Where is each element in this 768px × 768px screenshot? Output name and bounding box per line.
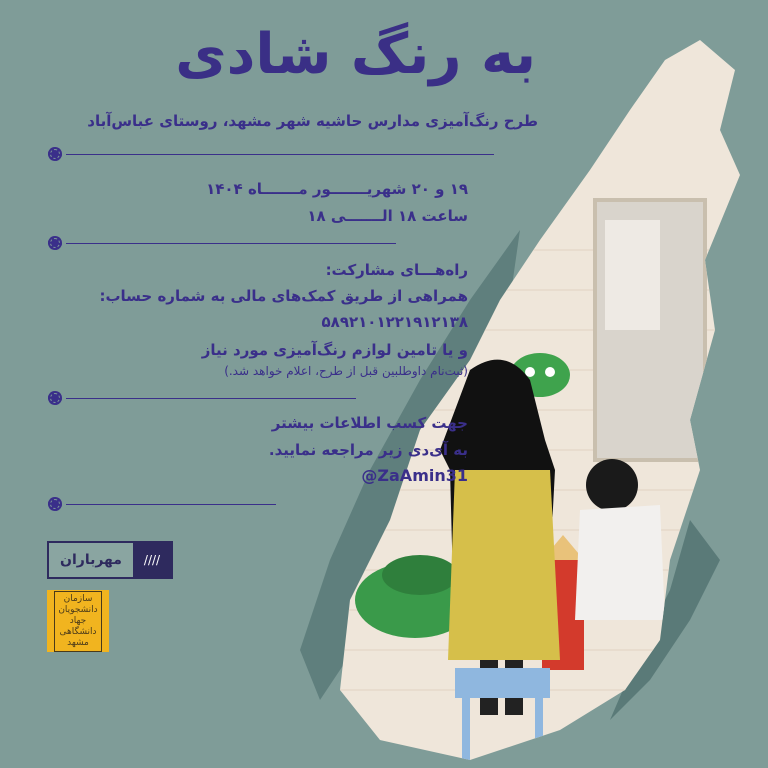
flower-bullet-icon [48, 391, 62, 405]
participation-supplies: و یا تامین لوازم رنگ‌آمیزی مورد نیاز [201, 341, 468, 359]
participation-financial: همراهی از طریق کمک‌های مالی به شماره حساب: [99, 287, 468, 305]
flower-bullet-icon [48, 147, 62, 161]
info-line-1: جهت کسب اطلاعات بیشتر [271, 414, 468, 432]
curtain [605, 220, 660, 330]
flower-bullet-icon [48, 497, 62, 511]
divider [66, 154, 494, 155]
poster-subtitle: طرح رنگ‌آمیزی مدارس حاشیه شهر مشهد، روستای عباس‌آباد [87, 112, 538, 130]
blue-chair [455, 668, 550, 698]
student-org-seal [47, 590, 109, 652]
instagram-handle-link[interactable]: @ZaAmin31 [361, 466, 468, 485]
flower-bullet-icon [48, 236, 62, 250]
mehrbaran-mark-icon: //// [133, 543, 171, 577]
divider [66, 504, 276, 505]
seal-text: سازمان دانشجویان جهاد دانشگاهی مشهد [54, 591, 102, 652]
mehrbaran-wordmark: مهرباران [60, 552, 122, 568]
participation-heading: راه‌هـــای مشارکت: [325, 261, 468, 279]
poster-title: به رنگ شادی [175, 22, 536, 87]
girl2-headscarf [586, 459, 638, 511]
mehrbaran-logo [47, 541, 173, 579]
participation-note: (ثبت‌نام داوطلبین قبل از طرح، اعلام خواهد شد.) [224, 364, 468, 378]
info-line-2: به آی‌دی زیر مراجعه نمایید. [268, 441, 468, 459]
girl2-coat [575, 505, 665, 620]
divider [66, 243, 396, 244]
date-line: ۱۹ و ۲۰ شهریـــــــور مـــــــاه ۱۴۰۴ [206, 180, 468, 198]
girl-dress [448, 470, 560, 660]
time-line: ساعت ۱۸ الـــــــی ۱۸ [307, 207, 468, 225]
account-number: ۵۸۹۲۱۰۱۲۲۱۹۱۲۱۳۸ [321, 313, 468, 331]
divider [66, 398, 356, 399]
